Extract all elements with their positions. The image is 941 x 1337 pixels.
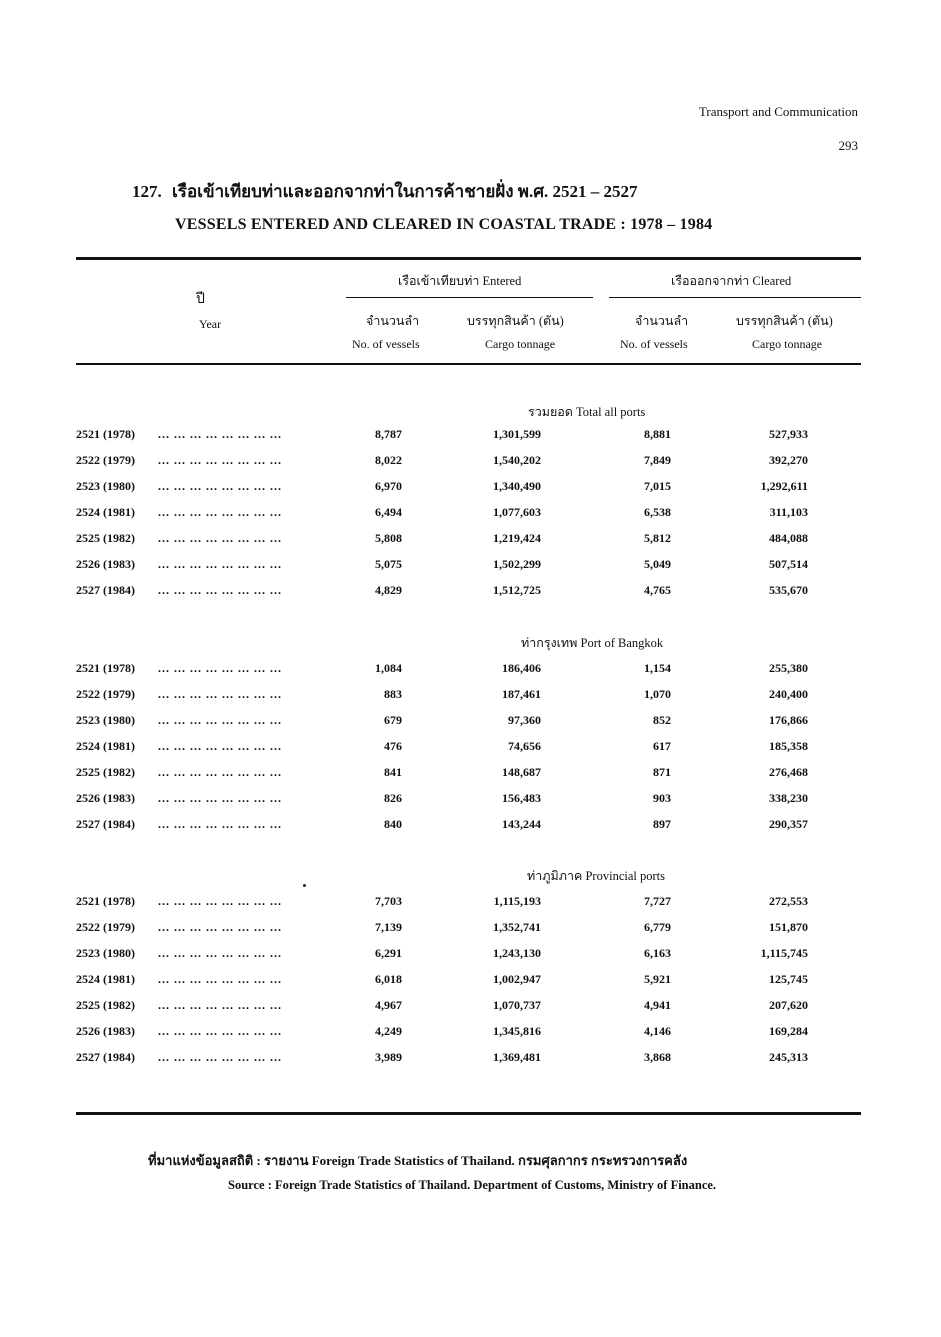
cleared-vessels-cell: 1,070	[644, 687, 671, 701]
table-row	[76, 998, 861, 1018]
row-year: 2525 (1982)	[76, 531, 135, 545]
row-year: 2527 (1984)	[76, 817, 135, 831]
entered-cargo-cell: 1,540,202	[493, 453, 541, 467]
entered-cargo-cell: 1,340,490	[493, 479, 541, 493]
entered-vessels-cell: 826	[384, 791, 402, 805]
cleared-vessels-cell: 852	[653, 713, 671, 727]
row-leader-dots: ... ... ... ... ... ... ... ...	[158, 1050, 282, 1064]
table-row	[76, 1024, 861, 1044]
cleared-vessels-cell: 7,849	[644, 453, 671, 467]
entered-cargo-cell: 148,687	[502, 765, 541, 779]
row-leader-dots: ... ... ... ... ... ... ... ...	[158, 791, 282, 805]
entered-vessels-cell: 4,829	[375, 583, 402, 597]
row-year: 2523 (1980)	[76, 946, 135, 960]
table-row	[76, 1050, 861, 1070]
cleared-vessels-cell: 4,765	[644, 583, 671, 597]
row-year: 2525 (1982)	[76, 998, 135, 1012]
table-number: 127.	[132, 182, 162, 201]
table-row	[76, 817, 861, 837]
cleared-cargo-cell: 507,514	[769, 557, 808, 571]
entered-cargo-cell: 1,002,947	[493, 972, 541, 986]
table-row	[76, 946, 861, 966]
table-title-thai	[132, 178, 638, 205]
entered-vessels-cell: 6,018	[375, 972, 402, 986]
table-top-rule	[76, 257, 861, 260]
cleared-vessels-header-thai: จำนวนลำ	[635, 314, 689, 328]
cleared-cargo-cell: 1,292,611	[760, 479, 808, 493]
row-year: 2524 (1981)	[76, 505, 135, 519]
cleared-cargo-cell: 290,357	[769, 817, 808, 831]
section-label-provincial: ท่าภูมิภาค Provincial ports	[527, 869, 665, 883]
row-leader-dots: ... ... ... ... ... ... ... ...	[158, 894, 282, 908]
cleared-vessels-cell: 903	[653, 791, 671, 805]
entered-cargo-cell: 97,360	[508, 713, 541, 727]
entered-vessels-cell: 883	[384, 687, 402, 701]
entered-cargo-cell: 187,461	[502, 687, 541, 701]
row-leader-dots: ... ... ... ... ... ... ... ...	[158, 972, 282, 986]
cleared-cargo-header-english: Cargo tonnage	[752, 337, 823, 351]
row-year: 2526 (1983)	[76, 791, 135, 805]
entered-cargo-cell: 1,502,299	[493, 557, 541, 571]
table-row	[76, 739, 861, 759]
cleared-cargo-cell: 276,468	[769, 765, 808, 779]
cleared-vessels-cell: 7,727	[644, 894, 671, 908]
row-leader-dots: ... ... ... ... ... ... ... ...	[158, 920, 282, 934]
row-year: 2523 (1980)	[76, 479, 135, 493]
cleared-cargo-cell: 151,870	[769, 920, 808, 934]
cleared-vessels-cell: 1,154	[644, 661, 671, 675]
entered-vessels-cell: 7,139	[375, 920, 402, 934]
row-leader-dots: ... ... ... ... ... ... ... ...	[158, 739, 282, 753]
entered-vessels-cell: 1,084	[375, 661, 402, 675]
entered-vessels-cell: 4,249	[375, 1024, 402, 1038]
row-year: 2522 (1979)	[76, 687, 135, 701]
entered-vessels-cell: 8,787	[375, 427, 402, 441]
entered-vessels-cell: 3,989	[375, 1050, 402, 1064]
cleared-cargo-cell: 169,284	[769, 1024, 808, 1038]
section-label-total: รวมยอด Total all ports	[528, 405, 646, 419]
row-leader-dots: ... ... ... ... ... ... ... ...	[158, 946, 282, 960]
row-leader-dots: ... ... ... ... ... ... ... ...	[158, 531, 282, 545]
row-year: 2521 (1978)	[76, 427, 135, 441]
entered-cargo-cell: 1,301,599	[493, 427, 541, 441]
cleared-vessels-cell: 5,049	[644, 557, 671, 571]
entered-cargo-cell: 1,243,130	[493, 946, 541, 960]
row-leader-dots: ... ... ... ... ... ... ... ...	[158, 765, 282, 779]
entered-vessels-cell: 476	[384, 739, 402, 753]
cleared-cargo-cell: 1,115,745	[760, 946, 808, 960]
row-year: 2527 (1984)	[76, 1050, 135, 1064]
table-row	[76, 920, 861, 940]
cleared-vessels-cell: 7,015	[644, 479, 671, 493]
entered-cargo-cell: 156,483	[502, 791, 541, 805]
cleared-group-underline	[609, 297, 861, 298]
cleared-group-header: เรือออกจากท่า Cleared	[671, 274, 792, 288]
row-year: 2524 (1981)	[76, 739, 135, 753]
cleared-vessels-cell: 8,881	[644, 427, 671, 441]
row-year: 2523 (1980)	[76, 713, 135, 727]
cleared-cargo-cell: 176,866	[769, 713, 808, 727]
entered-cargo-cell: 1,077,603	[493, 505, 541, 519]
entered-vessels-cell: 6,291	[375, 946, 402, 960]
row-leader-dots: ... ... ... ... ... ... ... ...	[158, 453, 282, 467]
table-row	[76, 583, 861, 603]
section-label-bangkok: ท่ากรุงเทพ Port of Bangkok	[521, 636, 664, 650]
entered-cargo-cell: 1,352,741	[493, 920, 541, 934]
cleared-cargo-cell: 484,088	[769, 531, 808, 545]
row-year: 2525 (1982)	[76, 765, 135, 779]
table-row	[76, 765, 861, 785]
entered-group-underline	[346, 297, 593, 298]
row-leader-dots: ... ... ... ... ... ... ... ...	[158, 479, 282, 493]
entered-cargo-cell: 186,406	[502, 661, 541, 675]
entered-vessels-cell: 840	[384, 817, 402, 831]
entered-cargo-cell: 1,115,193	[493, 894, 541, 908]
cleared-vessels-cell: 617	[653, 739, 671, 753]
row-year: 2522 (1979)	[76, 920, 135, 934]
cleared-cargo-cell: 125,745	[769, 972, 808, 986]
entered-vessels-cell: 5,808	[375, 531, 402, 545]
row-leader-dots: ... ... ... ... ... ... ... ...	[158, 1024, 282, 1038]
row-leader-dots: ... ... ... ... ... ... ... ...	[158, 713, 282, 727]
table-row	[76, 894, 861, 914]
source-note-thai: ที่มาแห่งข้อมูลสถิติ : รายงาน Foreign Trade Statistics of Thailand. กรมศุลกากร กระทรวงการคลัง	[148, 1153, 688, 1168]
cleared-cargo-cell: 338,230	[769, 791, 808, 805]
year-header-english: Year	[199, 317, 222, 331]
entered-cargo-cell: 1,219,424	[493, 531, 541, 545]
cleared-vessels-cell: 897	[653, 817, 671, 831]
cleared-vessels-cell: 4,941	[644, 998, 671, 1012]
cleared-vessels-cell: 5,812	[644, 531, 671, 545]
row-year: 2526 (1983)	[76, 557, 135, 571]
entered-vessels-cell: 8,022	[375, 453, 402, 467]
row-leader-dots: ... ... ... ... ... ... ... ...	[158, 557, 282, 571]
cleared-cargo-cell: 527,933	[769, 427, 808, 441]
entered-cargo-cell: 143,244	[502, 817, 541, 831]
header-bottom-rule	[76, 363, 861, 365]
table-bottom-rule	[76, 1112, 861, 1115]
row-leader-dots: ... ... ... ... ... ... ... ...	[158, 817, 282, 831]
entered-vessels-cell: 4,967	[375, 998, 402, 1012]
table-row	[76, 531, 861, 551]
cleared-cargo-cell: 185,358	[769, 739, 808, 753]
row-leader-dots: ... ... ... ... ... ... ... ...	[158, 661, 282, 675]
cleared-cargo-cell: 311,103	[769, 505, 808, 519]
row-leader-dots: ... ... ... ... ... ... ... ...	[158, 998, 282, 1012]
page-number: 293	[838, 138, 858, 153]
cleared-cargo-cell: 240,400	[769, 687, 808, 701]
cleared-cargo-cell: 255,380	[769, 661, 808, 675]
entered-cargo-cell: 1,369,481	[493, 1050, 541, 1064]
table-row	[76, 557, 861, 577]
entered-vessels-cell: 679	[384, 713, 402, 727]
stray-mark	[303, 884, 306, 887]
entered-vessels-cell: 7,703	[375, 894, 402, 908]
row-leader-dots: ... ... ... ... ... ... ... ...	[158, 427, 282, 441]
cleared-vessels-header-english: No. of vessels	[620, 337, 688, 351]
cleared-vessels-cell: 6,538	[644, 505, 671, 519]
table-row	[76, 479, 861, 499]
row-year: 2522 (1979)	[76, 453, 135, 467]
row-leader-dots: ... ... ... ... ... ... ... ...	[158, 583, 282, 597]
entered-vessels-header-english: No. of vessels	[352, 337, 420, 351]
entered-cargo-cell: 74,656	[508, 739, 541, 753]
row-year: 2527 (1984)	[76, 583, 135, 597]
running-head: Transport and Communication	[698, 104, 858, 119]
row-year: 2521 (1978)	[76, 661, 135, 675]
cleared-cargo-cell: 245,313	[769, 1050, 808, 1064]
cleared-vessels-cell: 3,868	[644, 1050, 671, 1064]
entered-cargo-header-thai: บรรทุกสินค้า (ตัน)	[467, 314, 564, 328]
cleared-cargo-cell: 392,270	[769, 453, 808, 467]
cleared-cargo-header-thai: บรรทุกสินค้า (ตัน)	[736, 314, 833, 328]
table-row	[76, 453, 861, 473]
source-note-english: Source : Foreign Trade Statistics of Thailand. Department of Customs, Ministry of Finance.	[228, 1178, 717, 1192]
table-row	[76, 713, 861, 733]
entered-group-header: เรือเข้าเทียบท่า Entered	[398, 274, 522, 288]
entered-cargo-cell: 1,070,737	[493, 998, 541, 1012]
cleared-cargo-cell: 207,620	[769, 998, 808, 1012]
table-row	[76, 972, 861, 992]
table-title-english: VESSELS ENTERED AND CLEARED IN COASTAL TRADE : 1978 – 1984	[175, 216, 713, 233]
row-year: 2524 (1981)	[76, 972, 135, 986]
entered-vessels-cell: 6,494	[375, 505, 402, 519]
entered-cargo-cell: 1,512,725	[493, 583, 541, 597]
entered-vessels-cell: 5,075	[375, 557, 402, 571]
cleared-cargo-cell: 535,670	[769, 583, 808, 597]
row-year: 2521 (1978)	[76, 894, 135, 908]
table-row	[76, 661, 861, 681]
row-leader-dots: ... ... ... ... ... ... ... ...	[158, 687, 282, 701]
cleared-vessels-cell: 6,163	[644, 946, 671, 960]
cleared-vessels-cell: 871	[653, 765, 671, 779]
table-row	[76, 791, 861, 811]
cleared-vessels-cell: 5,921	[644, 972, 671, 986]
entered-vessels-header-thai: จำนวนลำ	[366, 314, 420, 328]
title-thai-text: เรือเข้าเทียบท่าและออกจากท่าในการค้าชายฝั่ง พ.ศ. 2521 – 2527	[172, 182, 638, 201]
table-row	[76, 427, 861, 447]
year-header-thai: ปี	[196, 292, 205, 307]
table-row	[76, 687, 861, 707]
row-year: 2526 (1983)	[76, 1024, 135, 1038]
entered-vessels-cell: 841	[384, 765, 402, 779]
cleared-cargo-cell: 272,553	[769, 894, 808, 908]
cleared-vessels-cell: 6,779	[644, 920, 671, 934]
cleared-vessels-cell: 4,146	[644, 1024, 671, 1038]
entered-vessels-cell: 6,970	[375, 479, 402, 493]
entered-cargo-header-english: Cargo tonnage	[485, 337, 556, 351]
entered-cargo-cell: 1,345,816	[493, 1024, 541, 1038]
row-leader-dots: ... ... ... ... ... ... ... ...	[158, 505, 282, 519]
table-row	[76, 505, 861, 525]
